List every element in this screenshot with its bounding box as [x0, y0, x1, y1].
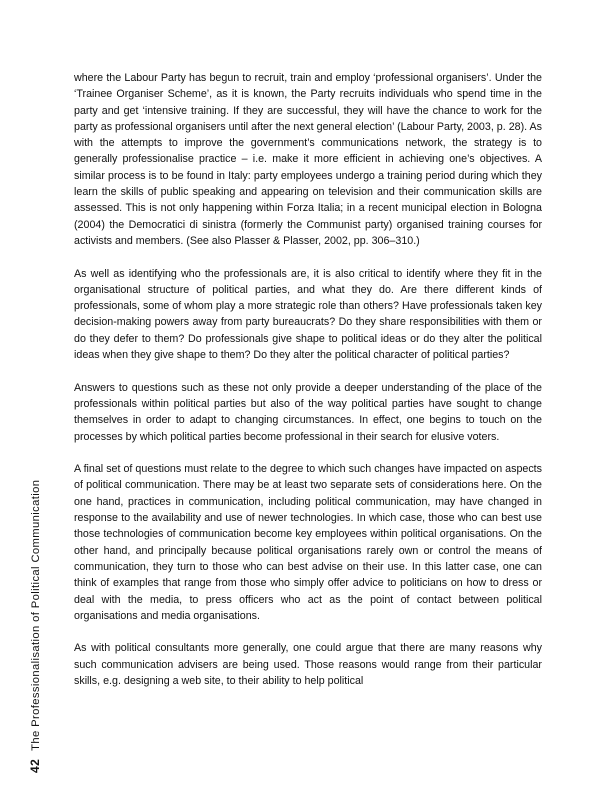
- running-header: [28, 480, 42, 773]
- body-text: [74, 70, 542, 706]
- paragraph-2: As well as identifying who the professionals are, it is also critical to identify where they fit in the organisational structure of political parties, and what they do. Are there different kinds of professionals, some of whom play a more strategic role than others? Have professionals taken key decision-making powers away from party bureaucrats? Do they share responsibilities with them or do they defer to them? Do professionals give shape to political ideas or do they alter the political ideas when they give shape to them? Do they alter the political character of political parties?: [74, 267, 542, 362]
- running-title: The Professionalisation of Political Communication: [30, 479, 42, 751]
- paragraph-3: Answers to questions such as these not only provide a deeper understanding of the place of the professionals within political parties but also of the way political parties have sought to change themselves in order to adapt to changing circumstances. In effect, one begins to touch on the processes by which political parties become professional in their search for elusive voters.: [74, 381, 542, 443]
- paragraph-4: A final set of questions must relate to the degree to which such changes have impacted on aspects of political communication. There may be at least two separate sets of considerations here. On the one hand, practices in communication, including political communication, may have changed in response to the availability and use of newer technologies. In which case, those who can best use those technologies of communication become key employees within political organisations. On the other hand, and principally because political organisations rarely own or control the means of communication, they turn to those who can best advise on their use. In this latter case, one can think of examples that range from those who simply offer advice to politicians on how to dress or deal with the media, to press officers who act as the point of contact between political organisations and media organisations.: [74, 463, 542, 622]
- paragraph-1: where the Labour Party has begun to recruit, train and employ ‘professional organisers’. Under the ‘Trainee Organiser Scheme’, as it is known, the Party recruits individuals who spend time in the party and get ‘intensive training. If they are successful, they will have the chance to work for the party as professional organisers until after the next general election’ (Labour Party, 2003, p. 28). As with the attempts to improve the government’s communications network, the strategy is to generally professionalise practice – i.e. make it more efficient in achieving one’s objectives. A similar process is to be found in Italy: party employees undergo a training period during which they learn the skills of public speaking and appearing on television and their communication skills are assessed. This is not only happening within Forza Italia; in a recent municipal election in Bologna (2004) the Democratici di sinistra (formerly the Communist party) organised training courses for activists and members. (See also Plasser & Plasser, 2002, pp. 306–310.): [74, 72, 542, 247]
- page-number: 42: [28, 758, 42, 773]
- paragraph-5: As with political consultants more generally, one could argue that there are many reasons why such communication advisers are being used. Those reasons would range from their particular skills, e.g. designing a web site, to their ability to help political: [74, 642, 542, 687]
